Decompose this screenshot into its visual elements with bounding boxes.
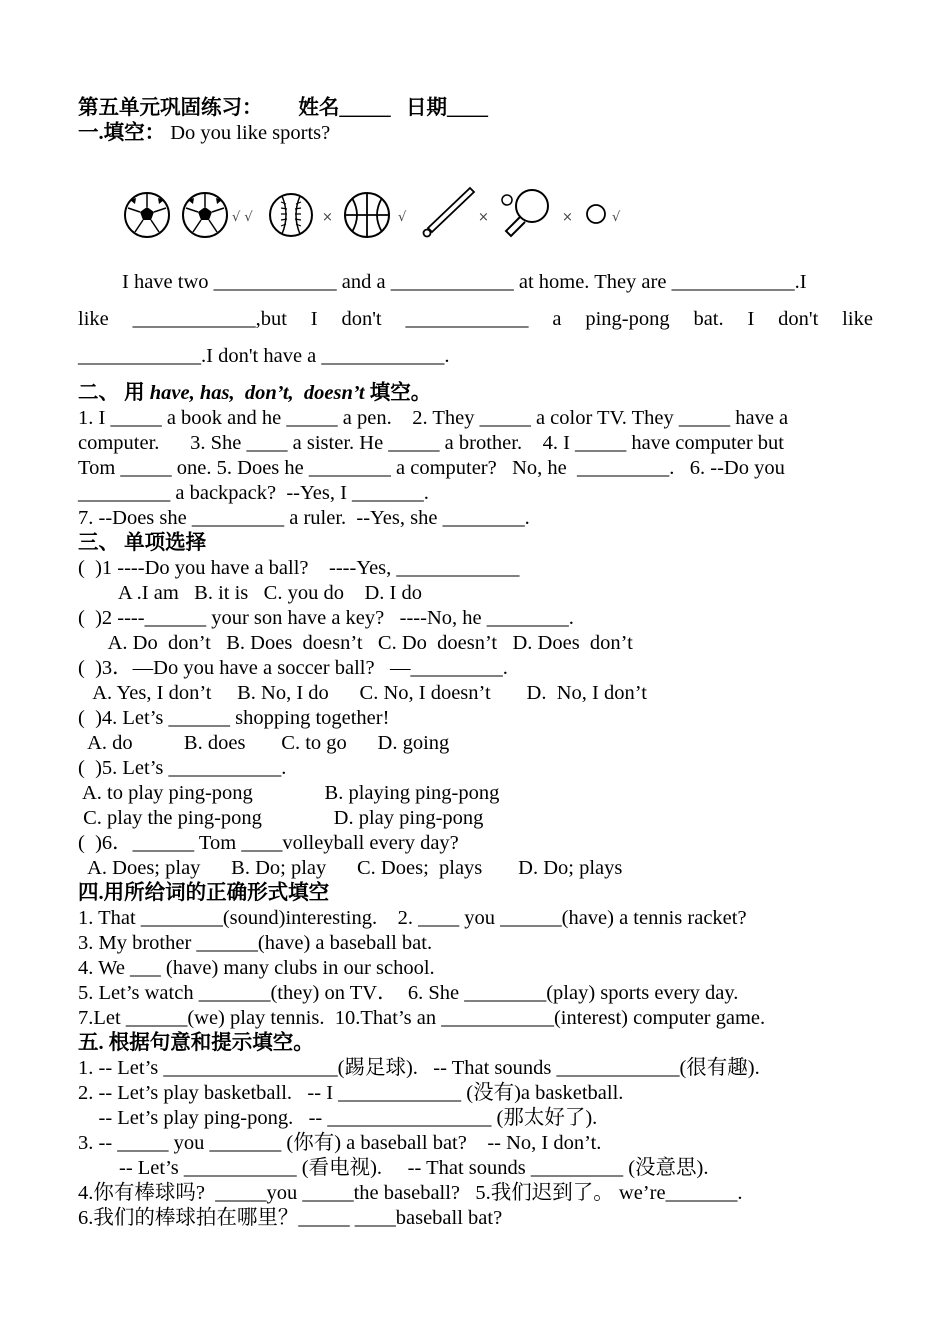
section3-line: C. play the ping-pong D. play ping-pong — [78, 807, 484, 829]
section5-line: 4.你有棒球吗? _____you _____the baseball? 5.我们迟到了。 we’re_______. — [78, 1182, 743, 1204]
section3-line: ( )5. Let’s ___________. — [78, 757, 287, 779]
section1-heading-line — [78, 121, 330, 146]
section5-line: 6.我们的棒球拍在哪里？_____ ____baseball bat? — [78, 1207, 503, 1229]
section4-line: 3. My brother ______(have) a baseball bat. — [78, 932, 433, 954]
section2-line-2: computer. 3. She ____ a sister. He _____ a brother. 4. I _____ have computer but — [78, 432, 784, 454]
word: like — [842, 308, 873, 330]
mark-5: × — [562, 210, 573, 225]
section3-line: A. Does; play B. Do; play C. Does; plays D. Do; plays — [78, 857, 623, 879]
section3-line: ( )3．—Do you have a soccer ball? —_________. — [78, 657, 508, 679]
word: like — [78, 308, 109, 330]
fill-in-line-3: ____________.I don't have a ____________. — [78, 345, 450, 367]
section5-line: -- Let’s play ping-pong. -- ________________ (那太好了). — [78, 1107, 598, 1129]
word: ping-pong — [585, 308, 670, 330]
section5-line: 3. -- _____ you _______ (你有) a baseball bat? -- No, I don’t. — [78, 1132, 602, 1154]
heading-words: have, has, don’t, doesn’t — [149, 382, 365, 404]
section3-line: ( )4. Let’s ______ shopping together! — [78, 707, 390, 729]
heading-suffix: 填空。 — [364, 382, 432, 404]
section3-line: A. to play ping-pong B. playing ping-pong — [78, 782, 500, 804]
section2-heading — [78, 381, 431, 406]
word: don't — [341, 308, 382, 330]
section1-heading: 一.填空： — [78, 122, 166, 144]
word: bat. — [693, 308, 724, 330]
baseball-bat-icon — [420, 184, 476, 240]
mark-1: √ √ — [232, 210, 253, 225]
mark-2: × — [322, 210, 333, 225]
section3-line: A. Do don’t B. Does doesn’t C. Do doesn’t D. Does don’t — [78, 632, 633, 654]
section5-heading: 五. 根据句意和提示填空。 — [78, 1032, 314, 1054]
soccer-ball-icon — [180, 190, 230, 240]
sports-icons-row — [122, 184, 642, 244]
date-field: 日期____ — [406, 97, 488, 119]
section2-line-1: 1. I _____ a book and he _____ a pen. 2. They _____ a color TV. They _____ have a — [78, 407, 789, 429]
section5-line: 1. -- Let’s _________________(踢足球). -- That sounds ____________(很有趣). — [78, 1057, 760, 1079]
mark-3: √ — [398, 210, 407, 225]
section3-line: A .I am B. it is C. you do D. I do — [78, 582, 422, 604]
section3-line: A. do B. does C. to go D. going — [78, 732, 450, 754]
mark-4: × — [478, 210, 489, 225]
word: I — [310, 308, 318, 330]
ping-pong-paddle-icon — [498, 186, 554, 242]
worksheet-title: 第五单元巩固练习： — [78, 97, 263, 119]
word: ____________ — [405, 308, 529, 330]
mark-6: √ — [612, 210, 621, 225]
section5-line: -- Let’s ___________ (看电视). -- That sounds _________ (没意思). — [78, 1157, 709, 1179]
word: don't — [778, 308, 819, 330]
word: a — [552, 308, 562, 330]
section4-line: 1. That ________(sound)interesting. 2. ____ you ______(have) a tennis racket? — [78, 907, 747, 929]
worksheet-title-line — [78, 96, 488, 121]
section3-line: ( )6．______ Tom ____volleyball every day? — [78, 832, 459, 854]
basketball-icon — [342, 190, 392, 240]
name-field: 姓名_____ — [298, 97, 391, 119]
heading-prefix: 二、 用 — [78, 382, 150, 404]
section3-line: ( )2 ----______ your son have a key? ----No, he ________. — [78, 607, 574, 629]
word: I — [747, 308, 755, 330]
section4-line: 7.Let ______(we) play tennis. 10.That’s an ___________(interest) computer game. — [78, 1007, 766, 1029]
fill-in-line-2 — [78, 307, 873, 332]
section3-line: A. Yes, I don’t B. No, I do C. No, I doesn’t D. No, I don’t — [78, 682, 647, 704]
section5-line: 2. -- Let’s play basketball. -- I ____________ (没有)a basketball. — [78, 1082, 624, 1104]
word: ____________,but — [132, 308, 287, 330]
section3-line: ( )1 ----Do you have a ball? ----Yes, ____________ — [78, 557, 520, 579]
section2-line-5: 7. --Does she _________ a ruler. --Yes, she ________. — [78, 507, 530, 529]
section4-line: 5. Let’s watch _______(they) on TV． 6. She ________(play) sports every day. — [78, 982, 739, 1004]
soccer-ball-icon — [122, 190, 172, 240]
section3-heading: 三、 单项选择 — [78, 532, 207, 554]
section1-question: Do you like sports? — [170, 122, 331, 144]
baseball-icon — [268, 192, 314, 238]
small-ball-icon — [584, 202, 608, 226]
fill-in-line-1: I have two ____________ and a ____________ at home. They are ____________.I — [122, 271, 807, 293]
section2-line-3: Tom _____ one. 5. Does he ________ a computer? No, he _________. 6. --Do you — [78, 457, 785, 479]
section2-line-4: _________ a backpack? --Yes, I _______. — [78, 482, 429, 504]
section4-heading: 四.用所给词的正确形式填空 — [78, 882, 330, 904]
section4-line: 4. We ___ (have) many clubs in our school. — [78, 957, 435, 979]
